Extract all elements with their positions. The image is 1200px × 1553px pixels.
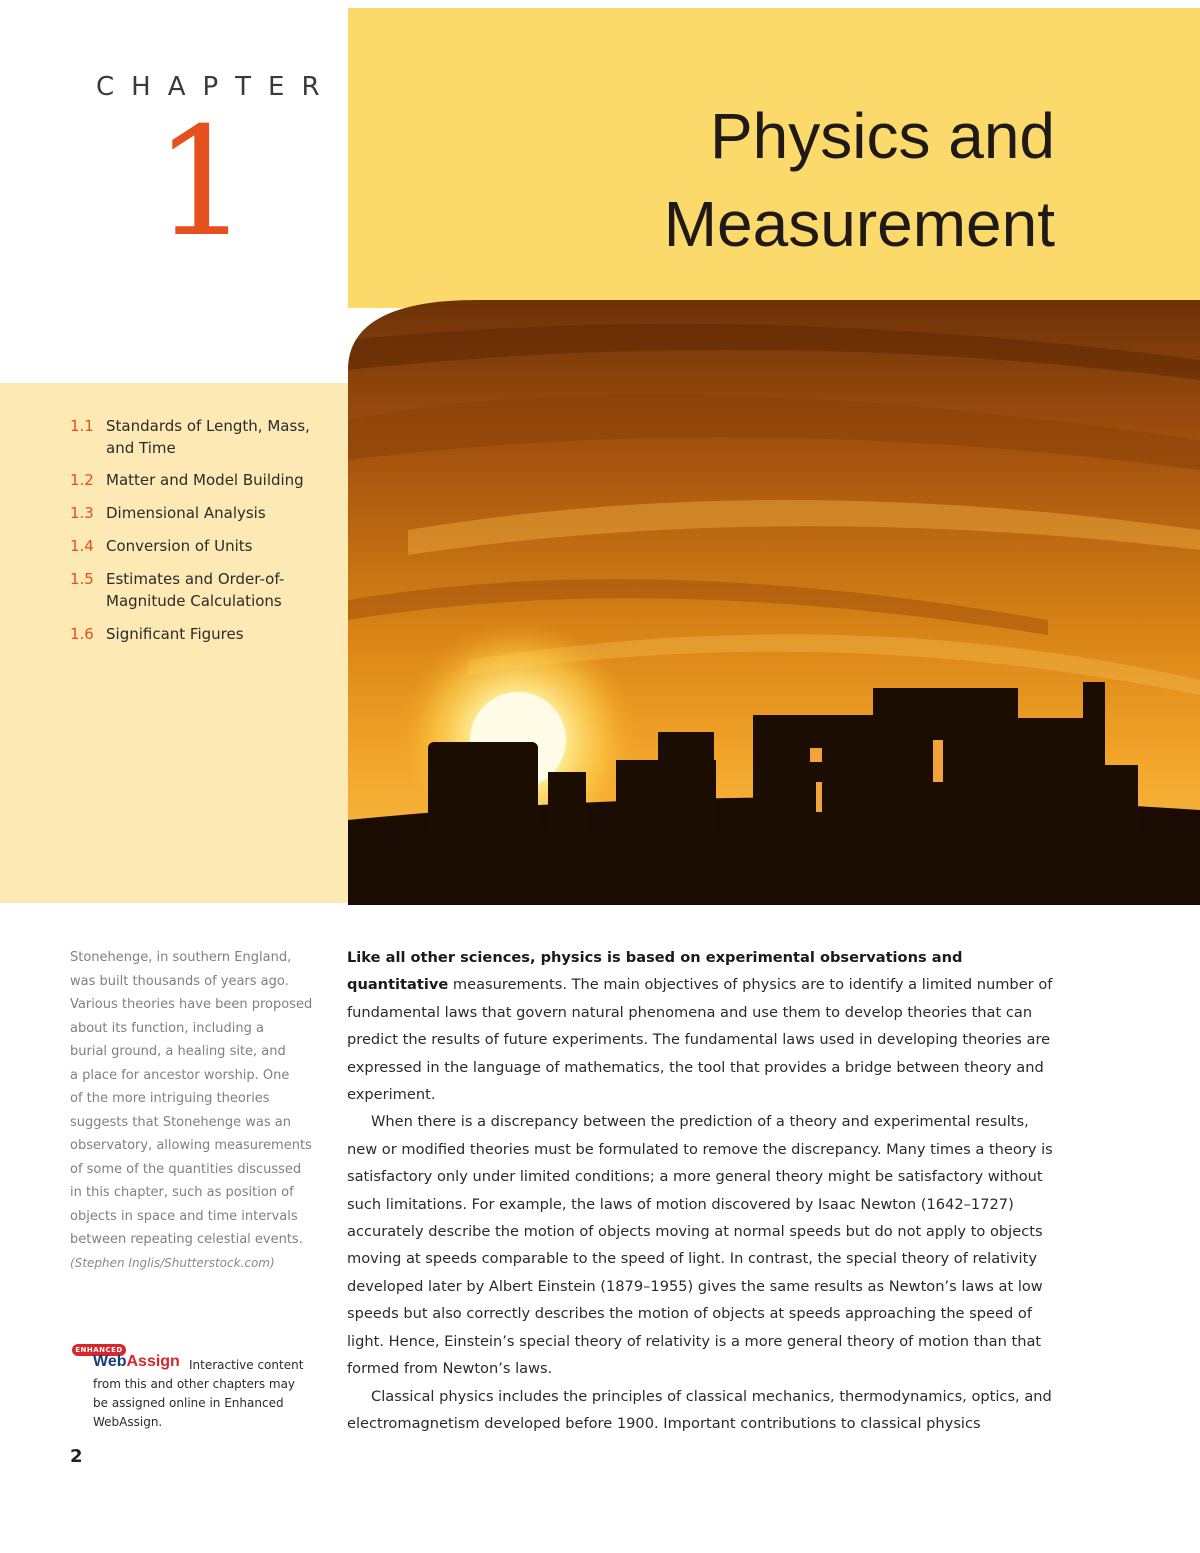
stonehenge-sunset-photo xyxy=(348,300,1200,905)
webassign-logo-part1: Web xyxy=(93,1353,127,1370)
toc-item-number: 1.1 xyxy=(70,417,94,435)
toc-item-number: 1.5 xyxy=(70,570,94,588)
toc-item-label: Matter and Model Building xyxy=(106,471,304,489)
webassign-logo-part2: Assign xyxy=(126,1353,180,1370)
photo-caption xyxy=(70,946,322,1275)
enhanced-badge: ENHANCED xyxy=(72,1344,126,1356)
chapter-title-line-1: Physics and xyxy=(709,100,1055,172)
caption-line: of the more intriguing theories xyxy=(70,1091,270,1106)
chapter-title xyxy=(495,92,1055,268)
caption-credit: (Stephen Inglis/Shutterstock.com) xyxy=(70,1255,275,1270)
caption-line: Various theories have been proposed xyxy=(70,997,313,1012)
caption-line: objects in space and time intervals xyxy=(70,1208,298,1224)
caption-line: was built thousands of years ago. xyxy=(70,973,289,989)
toc-item-label: Dimensional Analysis xyxy=(106,504,266,522)
webassign-logo[interactable] xyxy=(93,1353,180,1371)
caption-line: observatory, allowing measurements xyxy=(70,1138,312,1153)
paragraph: Classical physics includes the principles of classical mechanics, thermodynamics, optics, and electromagnetism developed before 1900. Important contributions to classical physics xyxy=(347,1387,1052,1432)
toc-item-label: Conversion of Units xyxy=(106,537,253,555)
caption-line: burial ground, a healing site, and xyxy=(70,1044,286,1059)
paragraph-text: measurements. The main objectives of physics are to identify a limited number of fundamental laws that govern natural phenomena and use them to develop theories that can predict the results of future experiments. The fundamental laws used in developing theories are expressed in the language of mathematics, the tool that provides a bridge between theory and experiment. xyxy=(347,976,1053,1104)
toc-item[interactable] xyxy=(70,415,330,459)
toc-item-label: Estimates and Order-of- xyxy=(106,570,285,588)
caption-line: suggests that Stonehenge was an xyxy=(70,1114,291,1130)
body-text xyxy=(347,944,1059,1437)
paragraph: When there is a discrepancy between the prediction of a theory and experimental results, new or modified theories must be formulated to remove the discrepancy. Many times a theory is satisfactory only under limited conditions; a more general theory might be satisfactory without such limitations. For example, the laws of motion discovered by Isaac Newton (1642–1727) accurately describe the motion of objects moving at normal speeds but do not apply to objects moving at speeds comparable to the speed of light. In contrast, the special theory of relativity developed later by Albert Einstein (1879–1955) gives the same results as Newton’s laws at low speeds but also correctly describes the motion of objects at speeds approaching the speed of light. Hence, Einstein’s special theory of relativity is a more general theory of motion than that formed from Newton’s laws. xyxy=(347,1113,1053,1378)
toc-item-number: 1.6 xyxy=(70,625,94,643)
webassign-note: Interactive content from this and other chapters may be assigned online in Enhanced WebAssign. xyxy=(93,1358,304,1429)
chapter-number: 1 xyxy=(154,96,250,270)
caption-line: in this chapter, such as position of xyxy=(70,1185,294,1200)
caption-line: Stonehenge, in southern England, xyxy=(70,950,292,965)
page-number: 2 xyxy=(70,1446,83,1467)
toc-item-number: 1.2 xyxy=(70,471,94,489)
caption-line: between repeating celestial events. xyxy=(70,1232,303,1247)
toc-panel xyxy=(0,383,348,903)
toc-item-label-cont: Magnitude Calculations xyxy=(106,592,282,610)
toc-item-label: Significant Figures xyxy=(106,625,244,643)
toc-item-number: 1.3 xyxy=(70,504,94,522)
paragraph-lead: Like all other sciences, physics is based on experimental observations and quantitative xyxy=(347,949,963,994)
caption-line: about its function, including a xyxy=(70,1020,264,1036)
toc-item-label-cont: and Time xyxy=(106,439,176,457)
caption-line: a place for ancestor worship. One xyxy=(70,1067,290,1083)
paragraph xyxy=(347,944,1059,1108)
toc-item[interactable] xyxy=(70,623,330,645)
chapter-label: CHAPTER xyxy=(96,72,337,102)
chapter-title-line-2: Measurement xyxy=(663,188,1055,260)
toc-item[interactable] xyxy=(70,535,330,557)
toc-item-number: 1.4 xyxy=(70,537,94,555)
toc-item[interactable] xyxy=(70,469,330,491)
caption-line: of some of the quantities discussed xyxy=(70,1161,302,1177)
toc-item[interactable] xyxy=(70,502,330,524)
toc-item[interactable] xyxy=(70,568,330,612)
toc-item-label: Standards of Length, Mass, xyxy=(106,417,310,435)
